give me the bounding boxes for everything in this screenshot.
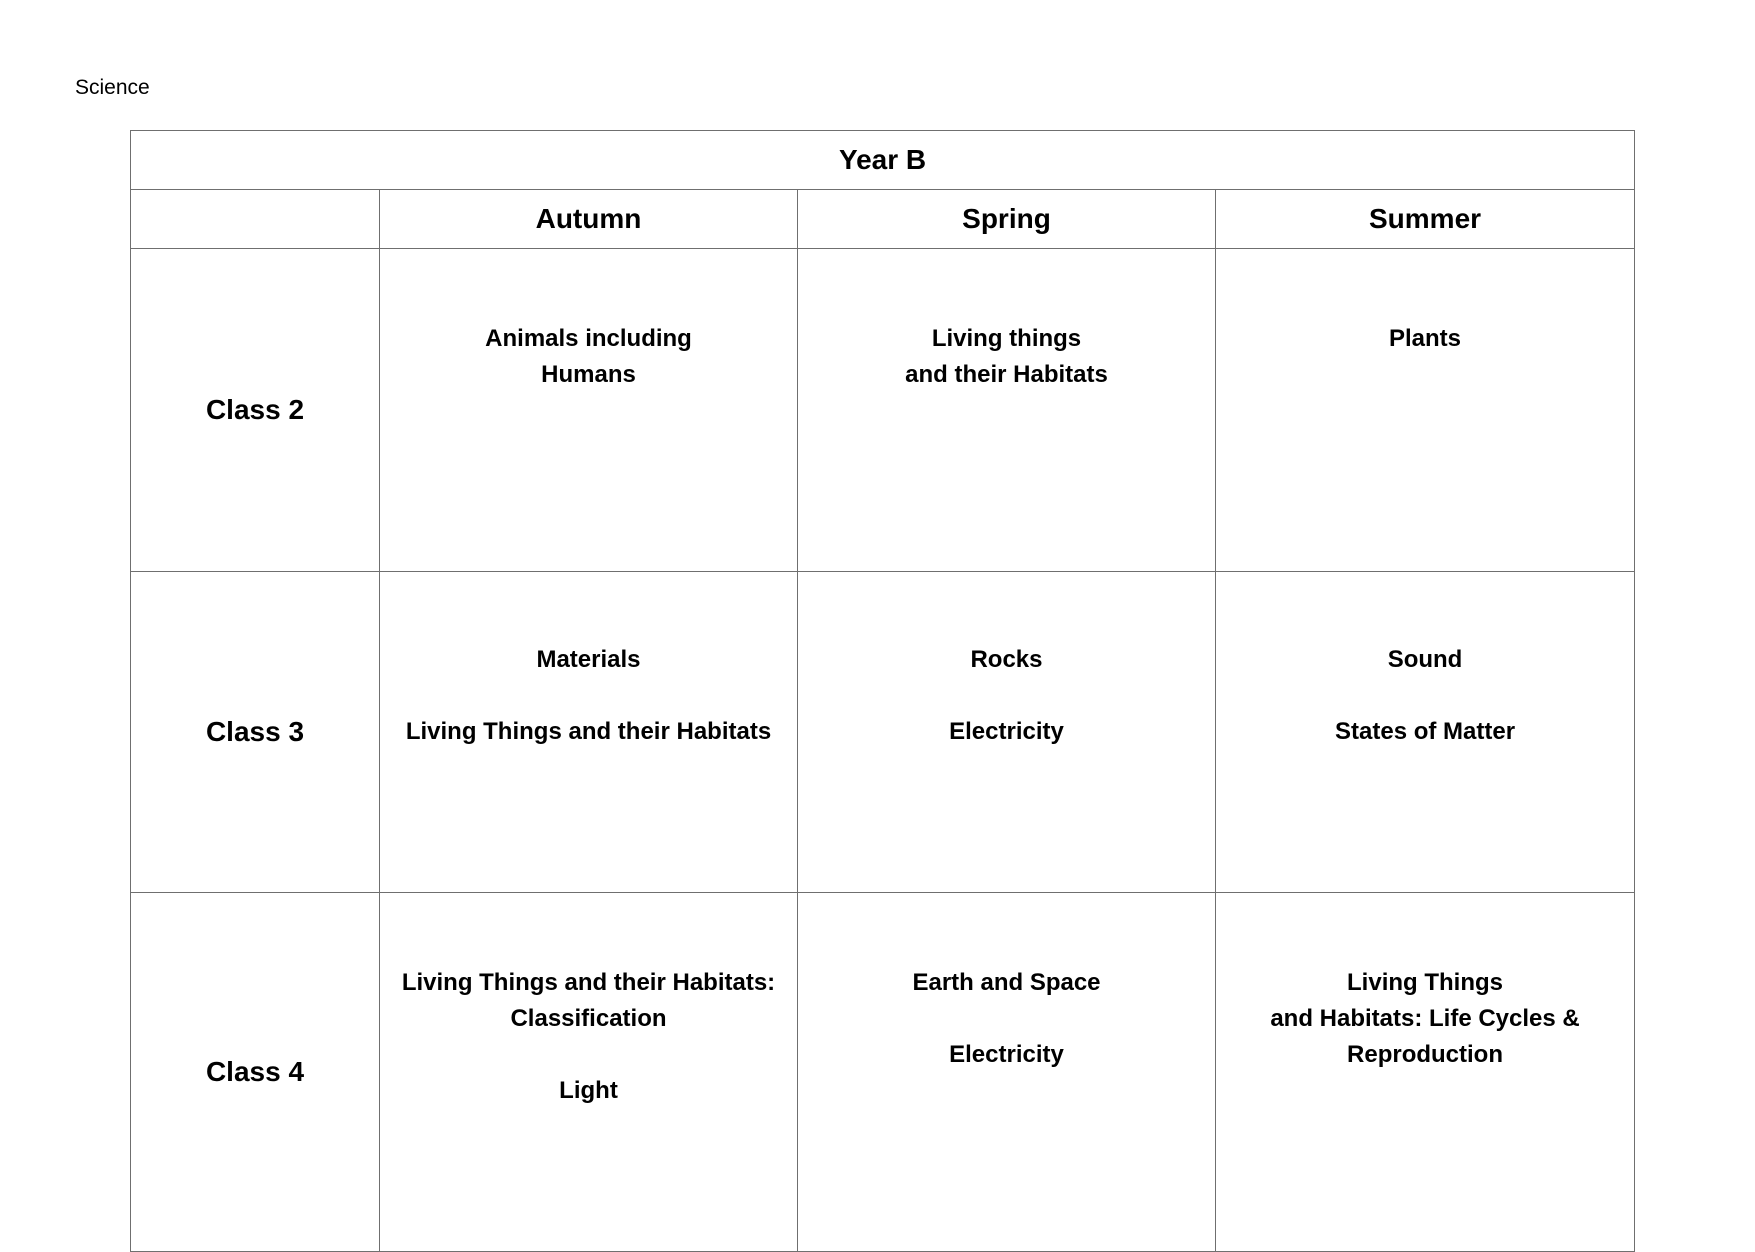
table-row: [131, 249, 1635, 572]
season-header-row: [131, 190, 1635, 249]
topic-cell-autumn: [380, 572, 798, 893]
topic-line: Light: [559, 1077, 618, 1104]
line-gap: [1216, 678, 1634, 714]
topic-cell-summer: [1216, 249, 1635, 572]
line-gap: [798, 678, 1215, 714]
line-gap: [798, 1001, 1215, 1037]
topic-line: Electricity: [949, 1041, 1064, 1068]
topic-cell-autumn: [380, 893, 798, 1252]
topic-cell-spring: [798, 893, 1216, 1252]
topic-cell-summer: [1216, 893, 1635, 1252]
class-label: Class 3: [131, 572, 380, 893]
line-gap: [380, 678, 797, 714]
topic-line: Humans: [541, 361, 636, 388]
document-label: Science: [75, 76, 150, 99]
topic-line: and their Habitats: [905, 361, 1108, 388]
curriculum-table: [130, 130, 1635, 1252]
season-header-spring: Spring: [798, 190, 1216, 249]
topic-line: Living Things and their Habitats: [405, 718, 772, 745]
table-row: [131, 893, 1635, 1252]
topic-line: Electricity: [949, 718, 1064, 745]
topic-line: Living things: [931, 325, 1082, 352]
season-header-summer: Summer: [1216, 190, 1635, 249]
topic-line: Earth and Space: [912, 969, 1101, 996]
topic-line: Sound: [1387, 646, 1463, 673]
topic-line: Plants: [1389, 325, 1462, 352]
class-label: Class 2: [131, 249, 380, 572]
table-title-row: [131, 131, 1635, 190]
topic-line: Rocks: [970, 646, 1043, 673]
topic-line: Materials: [536, 646, 641, 673]
topic-cell-spring: [798, 572, 1216, 893]
topic-line: Reproduction: [1347, 1041, 1504, 1068]
class-label: Class 4: [131, 893, 380, 1252]
year-title: Year B: [131, 131, 1635, 190]
topic-cell-summer: [1216, 572, 1635, 893]
table-row: [131, 572, 1635, 893]
topic-line: Animals including: [485, 325, 692, 352]
topic-line: States of Matter: [1335, 718, 1516, 745]
topic-line: Living Things: [1347, 969, 1504, 996]
topic-cell-autumn: [380, 249, 798, 572]
topic-cell-spring: [798, 249, 1216, 572]
season-header-autumn: Autumn: [380, 190, 798, 249]
topic-line: Classification: [510, 1005, 667, 1032]
topic-line: Living Things and their Habitats:: [401, 969, 776, 996]
corner-cell: [131, 190, 380, 249]
topic-line: and Habitats: Life Cycles &: [1270, 1005, 1580, 1032]
line-gap: [380, 1037, 797, 1073]
